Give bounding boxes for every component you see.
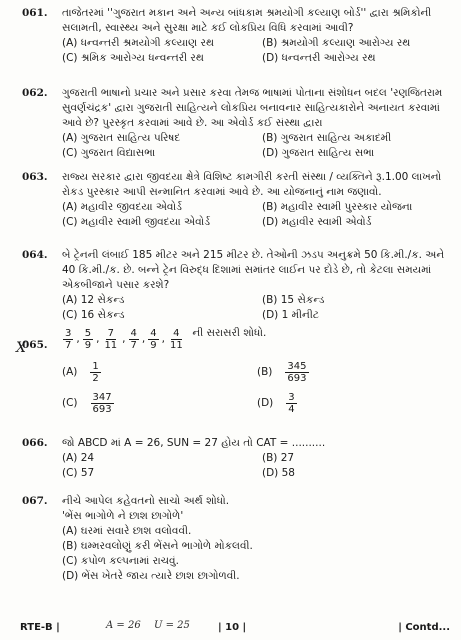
fraction: $\frac{4}{11}$ bbox=[169, 328, 183, 351]
option-b[interactable]: (B) ગુજરાત સાહિત્ય અકાદમી bbox=[262, 132, 392, 144]
option-c[interactable]: (C) ગુજરાત વિદ્યાસભા bbox=[62, 147, 156, 159]
question-064 bbox=[22, 248, 452, 323]
options bbox=[62, 451, 452, 481]
option-d[interactable]: (D) ભેંસ ખેતરે જાય ત્યારે છાશ છાગોળવી. bbox=[62, 570, 240, 582]
option-c[interactable]: (C) $\frac{347}{693}$ bbox=[62, 392, 112, 415]
question-063 bbox=[22, 170, 452, 230]
booklet-code: RTE-B | bbox=[20, 622, 60, 633]
question-text: નીચે આપેલ કહેવતનો સાચો અર્થ શોધો. bbox=[62, 495, 230, 507]
options bbox=[62, 293, 452, 323]
option-c[interactable]: (C) 57 bbox=[62, 467, 95, 479]
option-a[interactable]: (A) $\frac{1}{2}$ bbox=[62, 361, 99, 384]
question-text bbox=[62, 326, 452, 351]
page-number: | 10 | bbox=[218, 622, 247, 633]
question-text: ગુજરાતી ભાષાનો પ્રચાર અને પ્રસાર કરવા તેમજ ભાષામાં પોતાના સંશોધન બદલ 'રણજિતરામ સુવર્ણચંદ્રક' દ્વારા ગુજરાતી સાહિત્યને લોકપ્રિય બનાવનાર સાહિત્યકારોને અનાયત કરવામાં આવે છે? પુરસ્કૃત કરવામાં આવે છે. આ એવોર્ડ કઈ સંસ્થા દ્વારા bbox=[62, 87, 443, 129]
question-number: 066. bbox=[22, 437, 48, 449]
option-d[interactable]: (D) $\frac{3}{4}$ bbox=[257, 392, 295, 415]
option-a[interactable]: (A) 24 bbox=[62, 452, 95, 464]
option-b[interactable]: (B) 27 bbox=[262, 452, 295, 464]
proverb-text: 'ભેંસ ભાગોળે ને છાશ છાગોળે' bbox=[62, 510, 184, 522]
question-text: બે ટ્રેનની લંબાઈ 185 મીટર અને 215 મીટર છે. તેઓની ઝડપ અનુક્રમે 50 કિ.મી./ક. અને 40 કિ.મી./ક. છે. બન્ને ટ્રેન વિરુદ્ધ દિશામાં સમાંતર લાઈન પર દોડે છે, તો કેટલા સમયમાં એકબીજાને પસાર કરશે? bbox=[62, 249, 445, 291]
question-tail: ની સરાસરી શોધો. bbox=[192, 327, 267, 339]
option-c[interactable]: (C) 16 સેકન્ડ bbox=[62, 309, 125, 321]
fraction: $\frac{4}{7}$ bbox=[130, 328, 137, 351]
question-067 bbox=[22, 494, 452, 584]
option-b[interactable]: (B) 15 સેકન્ડ bbox=[262, 294, 325, 306]
fraction: $\frac{7}{11}$ bbox=[104, 328, 118, 351]
options bbox=[62, 131, 452, 161]
option-d[interactable]: (D) મહાવીર સ્વામી એવોર્ડ bbox=[262, 216, 372, 228]
option-c[interactable]: (C) મહાવીર સ્વામી જીવદયા એવોર્ડ bbox=[62, 216, 211, 228]
options bbox=[62, 524, 452, 584]
question-number: 065. bbox=[22, 339, 48, 351]
question-062 bbox=[22, 86, 452, 161]
fraction: $\frac{3}{7}$ bbox=[65, 328, 72, 351]
option-b[interactable]: (B) શ્રમયોગી કલ્યાણ આરોગ્ય રથ bbox=[262, 37, 411, 49]
option-a[interactable]: (A) ઘરમાં સવારે છાશ વલોવવી. bbox=[62, 525, 192, 537]
option-b[interactable]: (B) ઘમ્મરવલોણું કરી ભેંસને ભાગોળે મોકલવી. bbox=[62, 540, 253, 552]
question-number: 063. bbox=[22, 171, 48, 183]
question-number: 064. bbox=[22, 249, 48, 261]
handwritten-note: U = 25 bbox=[154, 620, 190, 631]
fraction-list: $\frac{3}{7}$ , $\frac{5}{9}$ , $\frac{7}{11}$ , $\frac{4}{7}$ , $\frac{4}{9}$ , $\frac{4}{11}$ bbox=[65, 328, 183, 351]
option-b[interactable]: (B) $\frac{345}{693}$ bbox=[257, 361, 307, 384]
question-number: 067. bbox=[22, 495, 48, 507]
options bbox=[62, 36, 452, 66]
fraction: $\frac{4}{9}$ bbox=[150, 328, 157, 351]
option-a[interactable]: (A) 12 સેકન્ડ bbox=[62, 294, 125, 306]
question-text: તાજેતરમાં ''ગુજરાત મકાન અને અન્ય બાંધકામ શ્રમયોગી કલ્યાણ બોર્ડ'' દ્વારા શ્રમિકોની સલામતી, સ્વાસ્થ્ય અને સુરક્ષા માટે કઈ લોકપ્રિય વિધિ કરવામાં આવી? bbox=[62, 7, 432, 34]
handwritten-note: A = 26 bbox=[106, 620, 141, 631]
handwritten-cross-mark: X bbox=[16, 340, 26, 356]
question-number: 061. bbox=[22, 7, 48, 19]
question-text: રાજ્ય સરકાર દ્વારા જીવદયા ક્ષેત્રે વિશિષ્ટ કામગીરી કરતી સંસ્થા / વ્યક્તિને રૂ.1.00 લાખનો રોકડ પુરસ્કાર આપી સન્માનિત કરવામાં આવે છે. આ યોજનાનું નામ જણાવો. bbox=[62, 171, 442, 198]
option-b[interactable]: (B) મહાવીર સ્વામી પુરસ્કાર યોજના bbox=[262, 201, 413, 213]
option-d[interactable]: (D) 58 bbox=[262, 467, 295, 479]
option-a[interactable]: (A) ધન્વન્તરી શ્રમયોગી કલ્યાણ રથ bbox=[62, 37, 215, 49]
options bbox=[62, 361, 452, 415]
question-066 bbox=[22, 436, 452, 481]
question-061 bbox=[22, 6, 452, 66]
question-text: જો ABCD માં A = 26, SUN = 27 હોય તો CAT = .......... bbox=[62, 437, 326, 449]
option-d[interactable]: (D) ગુજરાત સાહિત્ય સભા bbox=[262, 147, 375, 159]
option-c[interactable]: (C) શ્રમિક આરોગ્ય ધન્વન્તરી રથ bbox=[62, 52, 204, 64]
continued-label: | Contd... bbox=[398, 622, 450, 633]
option-d[interactable]: (D) 1 મીનીટ bbox=[262, 309, 319, 321]
page-footer bbox=[20, 622, 450, 636]
option-a[interactable]: (A) ગુજરાત સાહિત્ય પરિષદ bbox=[62, 132, 181, 144]
option-d[interactable]: (D) ધન્વન્તરી આરોગ્ય રથ bbox=[262, 52, 376, 64]
option-a[interactable]: (A) મહાવીર જીવદયા એવોર્ડ bbox=[62, 201, 182, 213]
question-number: 062. bbox=[22, 87, 48, 99]
question-065 bbox=[22, 326, 452, 415]
option-c[interactable]: (C) કપોળ કલ્પનામાં રાચવું. bbox=[62, 555, 179, 567]
options bbox=[62, 200, 452, 230]
fraction: $\frac{5}{9}$ bbox=[84, 328, 92, 351]
